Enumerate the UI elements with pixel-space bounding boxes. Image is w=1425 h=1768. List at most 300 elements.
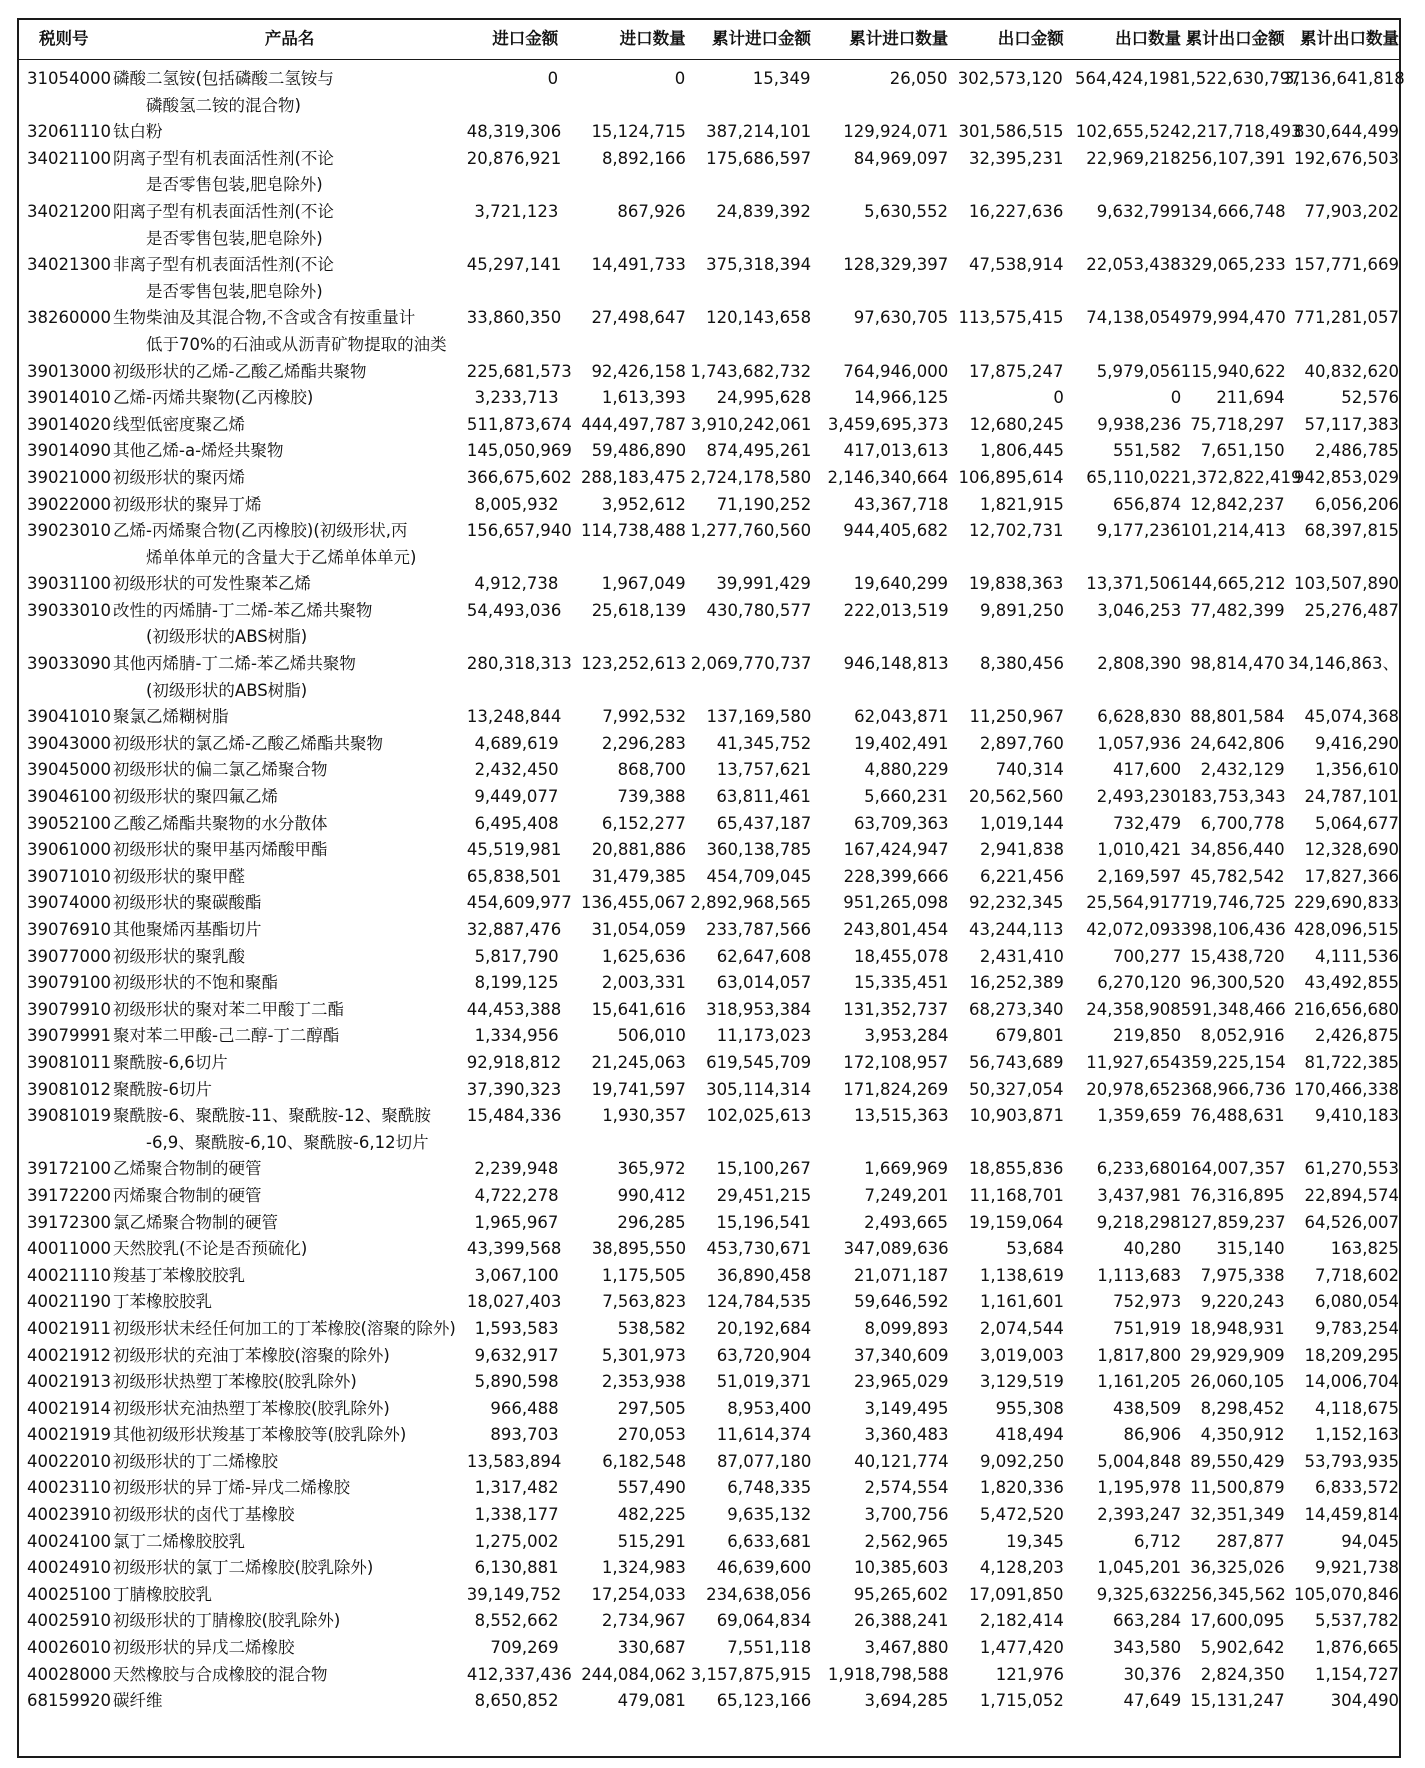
export-amount-cell: 16,252,389 bbox=[969, 973, 1064, 993]
product-name-line: 天然橡胶与合成橡胶的混合物 bbox=[113, 1664, 328, 1684]
cumulative-import-amount-cell: 62,647,608 bbox=[716, 946, 812, 966]
cumulative-export-amount-cell: 34,856,440 bbox=[1190, 840, 1285, 860]
cumulative-import-amount-cell: 430,780,577 bbox=[706, 600, 812, 620]
cumulative-import-quantity-cell: 15,335,451 bbox=[853, 973, 949, 993]
export-amount-cell: 12,680,245 bbox=[969, 414, 1064, 434]
header-cumulative-export-amount: 累计出口金额 bbox=[1185, 29, 1285, 48]
product-name-line: 初级形状的卤代丁基橡胶 bbox=[113, 1505, 295, 1525]
import-quantity-cell: 1,175,505 bbox=[601, 1265, 686, 1285]
cumulative-import-quantity-cell: 19,640,299 bbox=[853, 574, 949, 594]
product-name-cell bbox=[109, 518, 467, 571]
table-row bbox=[19, 1103, 1399, 1156]
cumulative-import-quantity-cell: 128,329,397 bbox=[843, 255, 949, 275]
tariff-code-cell: 39081012 bbox=[27, 1079, 111, 1099]
cumulative-export-amount-cell: 18,948,931 bbox=[1190, 1318, 1285, 1338]
import-quantity-cell: 479,081 bbox=[617, 1691, 686, 1711]
import-amount-cell: 0 bbox=[547, 69, 559, 88]
tariff-code-cell: 39023010 bbox=[27, 521, 111, 541]
export-amount-cell: 121,976 bbox=[995, 1664, 1064, 1684]
cumulative-export-amount-cell: 164,007,357 bbox=[1180, 1159, 1286, 1179]
import-quantity-cell: 31,054,059 bbox=[591, 920, 686, 939]
import-amount-cell: 8,552,662 bbox=[474, 1611, 559, 1631]
header-export-amount: 出口金额 bbox=[997, 29, 1064, 48]
product-name-cell bbox=[109, 1529, 467, 1556]
import-quantity-cell: 444,497,787 bbox=[581, 414, 687, 434]
export-quantity-cell: 9,218,298 bbox=[1096, 1212, 1181, 1232]
import-amount-cell: 8,650,852 bbox=[474, 1691, 559, 1711]
import-quantity-cell: 1,967,049 bbox=[601, 574, 686, 594]
cumulative-import-quantity-cell: 951,265,098 bbox=[843, 893, 949, 913]
table-row bbox=[19, 1449, 1399, 1476]
cumulative-import-quantity-cell: 63,709,363 bbox=[853, 813, 949, 833]
product-name-line: 天然胶乳(不论是否预硫化) bbox=[113, 1239, 308, 1259]
table-row bbox=[19, 598, 1399, 651]
cumulative-export-amount-cell: 6,700,778 bbox=[1200, 813, 1285, 833]
import-amount-cell: 709,269 bbox=[490, 1638, 559, 1658]
product-name-line: 磷酸二氢铵(包括磷酸二氢铵与 bbox=[113, 69, 334, 88]
cumulative-export-quantity-cell: 830,644,499 bbox=[1294, 122, 1400, 142]
import-quantity-cell: 21,245,063 bbox=[591, 1052, 686, 1072]
product-name-cell bbox=[109, 252, 467, 305]
cumulative-export-quantity-cell: 1,152,163 bbox=[1315, 1425, 1399, 1445]
cumulative-import-quantity-cell: 1,918,798,588 bbox=[827, 1664, 949, 1684]
import-amount-cell: 6,130,881 bbox=[474, 1558, 559, 1578]
export-amount-cell: 50,327,054 bbox=[969, 1079, 1064, 1099]
product-name-continuation: 磷酸氢二铵的混合物) bbox=[146, 95, 301, 115]
cumulative-export-quantity-cell: 9,416,290 bbox=[1315, 733, 1399, 753]
table-row bbox=[19, 1529, 1399, 1556]
import-quantity-cell: 868,700 bbox=[617, 760, 686, 780]
product-name-cell bbox=[109, 119, 467, 146]
import-amount-cell: 13,248,844 bbox=[466, 707, 562, 727]
cumulative-export-quantity-cell: 5,537,782 bbox=[1315, 1611, 1399, 1631]
product-name-cell bbox=[109, 1369, 467, 1396]
tariff-code-cell: 39013000 bbox=[27, 361, 111, 381]
product-name-cell bbox=[109, 598, 467, 651]
import-amount-cell: 454,609,977 bbox=[466, 893, 572, 913]
cumulative-import-quantity-cell: 1,669,969 bbox=[864, 1159, 949, 1179]
table-header bbox=[19, 20, 1399, 60]
import-amount-cell: 92,918,812 bbox=[466, 1052, 562, 1072]
cumulative-import-quantity-cell: 95,265,602 bbox=[853, 1584, 949, 1604]
cumulative-export-quantity-cell: 9,921,738 bbox=[1315, 1558, 1399, 1578]
cumulative-import-amount-cell: 305,114,314 bbox=[706, 1079, 812, 1099]
import-quantity-cell: 506,010 bbox=[617, 1026, 686, 1046]
cumulative-export-amount-cell: 2,217,718,493 bbox=[1180, 122, 1302, 142]
import-amount-cell: 2,432,450 bbox=[474, 760, 559, 780]
cumulative-export-quantity-cell: 18,209,295 bbox=[1304, 1345, 1399, 1365]
cumulative-export-amount-cell: 127,859,237 bbox=[1180, 1212, 1286, 1232]
cumulative-import-quantity-cell: 243,801,454 bbox=[843, 920, 949, 939]
tariff-code-cell: 40026010 bbox=[27, 1638, 111, 1658]
export-quantity-cell: 3,437,981 bbox=[1097, 1185, 1182, 1205]
cumulative-import-amount-cell: 71,190,252 bbox=[716, 494, 812, 514]
cumulative-export-amount-cell: 36,325,026 bbox=[1190, 1558, 1285, 1578]
tariff-code-cell: 39031100 bbox=[27, 574, 111, 594]
tariff-code-cell: 40021914 bbox=[27, 1398, 111, 1418]
table-row bbox=[19, 1662, 1399, 1689]
cumulative-export-quantity-cell: 2,426,875 bbox=[1315, 1026, 1399, 1046]
product-name-cell bbox=[109, 1422, 467, 1449]
table-row bbox=[19, 252, 1399, 305]
export-quantity-cell: 20,978,652 bbox=[1086, 1079, 1181, 1099]
product-name-line: 氯丁二烯橡胶胶乳 bbox=[113, 1531, 245, 1551]
import-quantity-cell: 7,563,823 bbox=[602, 1292, 687, 1312]
tariff-code-cell: 68159920 bbox=[27, 1691, 111, 1711]
cumulative-import-amount-cell: 13,757,621 bbox=[716, 760, 812, 780]
cumulative-import-quantity-cell: 3,467,880 bbox=[864, 1638, 949, 1658]
import-amount-cell: 412,337,436 bbox=[466, 1664, 572, 1684]
cumulative-import-quantity-cell: 37,340,609 bbox=[853, 1345, 949, 1365]
cumulative-export-quantity-cell: 192,676,503 bbox=[1294, 148, 1400, 168]
product-name-cell bbox=[109, 944, 467, 971]
cumulative-export-quantity-cell: 7,718,602 bbox=[1315, 1265, 1399, 1285]
cumulative-import-quantity-cell: 167,424,947 bbox=[843, 840, 949, 860]
export-quantity-cell: 65,110,022 bbox=[1086, 467, 1181, 487]
cumulative-export-quantity-cell: 77,903,202 bbox=[1304, 201, 1400, 221]
product-name-cell bbox=[109, 146, 467, 199]
cumulative-export-quantity-cell: 1,154,727 bbox=[1315, 1664, 1399, 1684]
product-name-line: 初级形状的异戊二烯橡胶 bbox=[113, 1638, 295, 1658]
product-name-cell bbox=[109, 997, 467, 1024]
cumulative-export-quantity-cell: 9,410,183 bbox=[1315, 1106, 1399, 1126]
table-row bbox=[19, 1555, 1399, 1582]
cumulative-export-quantity-cell: 24,787,101 bbox=[1304, 787, 1400, 807]
cumulative-export-quantity-cell: 157,771,669 bbox=[1294, 255, 1400, 275]
cumulative-export-amount-cell: 26,060,105 bbox=[1190, 1372, 1285, 1392]
tariff-code-cell: 34021200 bbox=[27, 201, 111, 221]
export-quantity-cell: 5,004,848 bbox=[1097, 1451, 1182, 1471]
export-quantity-cell: 86,906 bbox=[1123, 1425, 1182, 1445]
cumulative-import-quantity-cell: 2,562,965 bbox=[864, 1531, 949, 1551]
cumulative-export-quantity-cell: 6,080,054 bbox=[1315, 1292, 1399, 1312]
import-quantity-cell: 38,895,550 bbox=[591, 1239, 687, 1259]
cumulative-export-amount-cell: 98,814,470 bbox=[1190, 654, 1285, 674]
product-name-continuation: -6,9、聚酰胺-6,10、聚酰胺-6,12切片 bbox=[146, 1132, 429, 1152]
table-row bbox=[19, 1688, 1399, 1715]
export-quantity-cell: 1,045,201 bbox=[1097, 1558, 1182, 1578]
table-row bbox=[19, 1608, 1399, 1635]
export-amount-cell: 1,820,336 bbox=[979, 1478, 1064, 1498]
cumulative-export-amount-cell: 211,694 bbox=[1216, 388, 1285, 408]
import-amount-cell: 18,027,403 bbox=[466, 1292, 562, 1312]
header-import-amount: 进口金额 bbox=[492, 29, 559, 48]
cumulative-import-amount-cell: 120,143,658 bbox=[706, 308, 812, 328]
import-amount-cell: 33,860,350 bbox=[466, 308, 562, 328]
import-amount-cell: 893,703 bbox=[490, 1425, 559, 1445]
import-quantity-cell: 19,741,597 bbox=[591, 1079, 686, 1099]
tariff-code-cell: 39074000 bbox=[27, 893, 111, 913]
import-amount-cell: 9,449,077 bbox=[474, 787, 559, 807]
table-row bbox=[19, 1502, 1399, 1529]
import-amount-cell: 5,817,790 bbox=[474, 946, 559, 966]
header-export-quantity: 出口数量 bbox=[1115, 29, 1182, 48]
product-name-cell bbox=[109, 864, 467, 891]
import-amount-cell: 4,689,619 bbox=[474, 733, 559, 753]
cumulative-export-quantity-cell: 304,490 bbox=[1330, 1691, 1399, 1711]
tariff-code-cell: 39079991 bbox=[27, 1026, 111, 1046]
cumulative-import-amount-cell: 46,639,600 bbox=[716, 1558, 812, 1578]
product-name-line: 线型低密度聚乙烯 bbox=[113, 414, 245, 434]
product-name-cell bbox=[109, 1475, 467, 1502]
tariff-code-cell: 39022000 bbox=[27, 494, 111, 514]
product-name-line: 初级形状的聚丙烯 bbox=[113, 467, 245, 487]
export-quantity-cell: 47,649 bbox=[1123, 1691, 1182, 1711]
product-name-line: 聚酰胺-6,6切片 bbox=[113, 1052, 228, 1072]
import-amount-cell: 65,838,501 bbox=[466, 866, 562, 886]
export-quantity-cell: 22,969,218 bbox=[1086, 148, 1181, 168]
cumulative-import-quantity-cell: 13,515,363 bbox=[854, 1106, 949, 1126]
cumulative-export-amount-cell: 8,052,916 bbox=[1200, 1026, 1285, 1046]
table-row bbox=[19, 1023, 1399, 1050]
product-name-line: 阳离子型有机表面活性剂(不论 bbox=[113, 201, 334, 221]
export-quantity-cell: 24,358,908 bbox=[1086, 999, 1181, 1019]
cumulative-import-amount-cell: 63,014,057 bbox=[716, 973, 812, 993]
cumulative-import-amount-cell: 24,995,628 bbox=[716, 388, 812, 408]
cumulative-import-amount-cell: 65,123,166 bbox=[716, 1691, 812, 1711]
table-row bbox=[19, 385, 1399, 412]
import-quantity-cell: 2,296,283 bbox=[601, 733, 686, 753]
table-body bbox=[19, 60, 1405, 1715]
export-amount-cell: 1,821,915 bbox=[979, 494, 1064, 514]
cumulative-import-quantity-cell: 3,694,285 bbox=[864, 1691, 949, 1711]
export-quantity-cell: 417,600 bbox=[1112, 760, 1182, 780]
tariff-code-cell: 40011000 bbox=[27, 1239, 111, 1259]
header-tariff-code: 税则号 bbox=[39, 29, 89, 48]
cumulative-export-quantity-cell: 942,853,029 bbox=[1294, 467, 1400, 487]
product-name-cell bbox=[109, 1050, 467, 1077]
export-quantity-cell: 2,393,247 bbox=[1097, 1505, 1182, 1525]
cumulative-export-amount-cell: 591,348,466 bbox=[1180, 999, 1286, 1019]
export-amount-cell: 17,091,850 bbox=[969, 1584, 1064, 1604]
cumulative-import-quantity-cell: 3,459,695,373 bbox=[827, 414, 949, 434]
import-quantity-cell: 59,486,890 bbox=[591, 441, 687, 461]
cumulative-export-quantity-cell: 216,656,680 bbox=[1294, 999, 1400, 1019]
cumulative-export-quantity-cell: 163,825 bbox=[1330, 1239, 1399, 1259]
cumulative-export-amount-cell: 368,966,736 bbox=[1180, 1079, 1286, 1099]
cumulative-import-amount-cell: 1,277,760,560 bbox=[690, 521, 812, 541]
cumulative-import-amount-cell: 15,196,541 bbox=[716, 1212, 811, 1232]
header-cumulative-import-amount: 累计进口金额 bbox=[712, 29, 811, 48]
tariff-code-cell: 39046100 bbox=[27, 787, 111, 807]
cumulative-import-amount-cell: 15,100,267 bbox=[716, 1159, 811, 1179]
export-amount-cell: 56,743,689 bbox=[969, 1052, 1064, 1072]
product-name-cell bbox=[109, 359, 467, 386]
export-amount-cell: 418,494 bbox=[995, 1425, 1064, 1445]
export-amount-cell: 9,092,250 bbox=[979, 1451, 1064, 1471]
table-row bbox=[19, 1396, 1399, 1423]
export-amount-cell: 2,941,838 bbox=[979, 840, 1064, 860]
cumulative-export-quantity-cell: 428,096,515 bbox=[1294, 920, 1400, 939]
export-quantity-cell: 752,973 bbox=[1113, 1292, 1182, 1312]
cumulative-import-quantity-cell: 3,953,284 bbox=[864, 1026, 949, 1046]
cumulative-import-amount-cell: 102,025,613 bbox=[706, 1106, 812, 1126]
product-name-cell bbox=[109, 199, 467, 252]
cumulative-export-amount-cell: 359,225,154 bbox=[1180, 1052, 1286, 1072]
export-amount-cell: 955,308 bbox=[995, 1398, 1064, 1418]
tariff-code-cell: 39077000 bbox=[27, 946, 111, 966]
cumulative-export-amount-cell: 134,666,748 bbox=[1180, 201, 1286, 221]
cumulative-import-quantity-cell: 43,367,718 bbox=[853, 494, 949, 514]
cumulative-export-quantity-cell: 43,492,855 bbox=[1304, 973, 1399, 993]
export-quantity-cell: 1,359,659 bbox=[1097, 1106, 1182, 1126]
product-name-cell bbox=[109, 1635, 467, 1662]
product-name-cell bbox=[109, 651, 467, 704]
cumulative-export-amount-cell: 1,372,822,419 bbox=[1180, 467, 1302, 487]
cumulative-import-amount-cell: 24,839,392 bbox=[716, 201, 811, 221]
header-import-quantity: 进口数量 bbox=[619, 29, 686, 48]
cumulative-import-amount-cell: 3,157,875,915 bbox=[690, 1664, 812, 1684]
product-name-cell bbox=[109, 1662, 467, 1689]
import-amount-cell: 13,583,894 bbox=[466, 1451, 562, 1471]
export-amount-cell: 32,395,231 bbox=[969, 148, 1064, 168]
cumulative-import-quantity-cell: 84,969,097 bbox=[853, 148, 949, 168]
export-quantity-cell: 343,580 bbox=[1112, 1638, 1182, 1658]
import-quantity-cell: 330,687 bbox=[617, 1638, 686, 1658]
cumulative-import-amount-cell: 375,318,394 bbox=[706, 255, 812, 275]
export-quantity-cell: 2,493,230 bbox=[1096, 787, 1181, 807]
cumulative-import-quantity-cell: 26,050 bbox=[889, 69, 948, 88]
import-amount-cell: 5,890,598 bbox=[474, 1372, 559, 1392]
product-name-continuation: 烯单体单元的含量大于乙烯单体单元) bbox=[146, 547, 417, 567]
export-quantity-cell: 6,270,120 bbox=[1097, 973, 1182, 993]
import-quantity-cell: 296,285 bbox=[617, 1212, 686, 1232]
table-row bbox=[19, 1183, 1399, 1210]
product-name-line: 生物柴油及其混合物,不含或含有按重量计 bbox=[113, 308, 416, 328]
export-amount-cell: 11,168,701 bbox=[969, 1185, 1064, 1205]
table-row bbox=[19, 970, 1399, 997]
cumulative-import-amount-cell: 6,633,681 bbox=[727, 1531, 812, 1551]
product-name-line: 氯乙烯聚合物制的硬管 bbox=[113, 1212, 278, 1232]
export-quantity-cell: 40,280 bbox=[1123, 1239, 1182, 1259]
table-row bbox=[19, 1077, 1399, 1104]
cumulative-import-quantity-cell: 3,360,483 bbox=[864, 1425, 949, 1445]
export-quantity-cell: 700,277 bbox=[1112, 946, 1182, 966]
cumulative-import-quantity-cell: 5,630,552 bbox=[864, 201, 949, 221]
export-quantity-cell: 6,233,680 bbox=[1096, 1159, 1181, 1179]
product-name-cell bbox=[109, 465, 467, 492]
cumulative-export-amount-cell: 256,345,562 bbox=[1180, 1584, 1286, 1604]
cumulative-export-quantity-cell: 81,722,385 bbox=[1304, 1052, 1400, 1072]
import-quantity-cell: 92,426,158 bbox=[591, 361, 686, 381]
table-row bbox=[19, 1369, 1399, 1396]
product-name-cell bbox=[109, 1555, 467, 1582]
cumulative-export-quantity-cell: 1,876,665 bbox=[1315, 1638, 1399, 1658]
export-quantity-cell: 9,938,236 bbox=[1097, 414, 1182, 434]
tariff-code-cell: 40021911 bbox=[27, 1318, 111, 1338]
export-quantity-cell: 5,979,056 bbox=[1096, 361, 1181, 381]
cumulative-import-quantity-cell: 7,249,201 bbox=[864, 1185, 949, 1205]
export-quantity-cell: 9,325,632 bbox=[1096, 1584, 1181, 1604]
import-amount-cell: 3,233,713 bbox=[474, 388, 559, 408]
cumulative-export-quantity-cell: 229,690,833 bbox=[1294, 893, 1400, 913]
export-quantity-cell: 751,919 bbox=[1112, 1318, 1182, 1338]
cumulative-export-quantity-cell: 14,006,704 bbox=[1304, 1372, 1399, 1392]
export-amount-cell: 113,575,415 bbox=[958, 308, 1064, 328]
import-quantity-cell: 482,225 bbox=[617, 1505, 686, 1525]
export-amount-cell: 2,431,410 bbox=[979, 946, 1064, 966]
cumulative-import-quantity-cell: 222,013,519 bbox=[843, 600, 949, 620]
product-name-line: 初级形状的氯乙烯-乙酸乙烯酯共聚物 bbox=[113, 733, 383, 753]
cumulative-import-amount-cell: 619,545,709 bbox=[706, 1052, 812, 1072]
export-amount-cell: 2,182,414 bbox=[979, 1611, 1064, 1631]
cumulative-export-quantity-cell: 22,894,574 bbox=[1304, 1185, 1399, 1205]
table-row bbox=[19, 1263, 1399, 1290]
product-name-line: 聚酰胺-6、聚酰胺-11、聚酰胺-12、聚酰胺 bbox=[113, 1106, 431, 1126]
product-name-line: 聚酰胺-6切片 bbox=[113, 1079, 212, 1099]
tariff-code-cell: 39079910 bbox=[27, 999, 111, 1019]
export-amount-cell: 47,538,914 bbox=[969, 255, 1064, 275]
cumulative-export-amount-cell: 17,600,095 bbox=[1190, 1611, 1285, 1631]
cumulative-export-amount-cell: 12,842,237 bbox=[1190, 494, 1285, 514]
import-amount-cell: 45,519,981 bbox=[466, 840, 562, 860]
import-quantity-cell: 1,930,357 bbox=[602, 1106, 687, 1126]
cumulative-import-amount-cell: 874,495,261 bbox=[706, 441, 812, 461]
cumulative-export-amount-cell: 24,642,806 bbox=[1190, 733, 1285, 753]
import-quantity-cell: 557,490 bbox=[617, 1478, 686, 1498]
cumulative-import-quantity-cell: 5,660,231 bbox=[864, 787, 949, 807]
product-name-cell bbox=[109, 890, 467, 917]
cumulative-import-quantity-cell: 764,946,000 bbox=[843, 361, 949, 381]
cumulative-import-quantity-cell: 21,071,187 bbox=[853, 1265, 949, 1285]
cumulative-export-quantity-cell: 45,074,368 bbox=[1304, 707, 1399, 727]
import-quantity-cell: 867,926 bbox=[617, 201, 686, 221]
cumulative-export-amount-cell: 76,316,895 bbox=[1190, 1185, 1285, 1205]
product-name-line: 非离子型有机表面活性剂(不论 bbox=[113, 255, 334, 275]
cumulative-import-quantity-cell: 10,385,603 bbox=[853, 1558, 949, 1578]
cumulative-export-quantity-cell: 6,833,572 bbox=[1315, 1478, 1399, 1498]
product-name-cell bbox=[109, 1023, 467, 1050]
tariff-code-cell: 39021000 bbox=[27, 467, 111, 487]
export-quantity-cell: 1,057,936 bbox=[1097, 733, 1182, 753]
cumulative-export-amount-cell: 719,746,725 bbox=[1180, 893, 1286, 913]
product-name-cell bbox=[109, 1608, 467, 1635]
export-quantity-cell: 1,817,800 bbox=[1097, 1345, 1182, 1365]
cumulative-import-quantity-cell: 2,146,340,664 bbox=[827, 467, 949, 487]
import-quantity-cell: 1,625,636 bbox=[601, 946, 686, 966]
cumulative-import-quantity-cell: 944,405,682 bbox=[843, 521, 949, 541]
export-amount-cell: 0 bbox=[1053, 388, 1064, 408]
cumulative-export-quantity-cell: 17,827,366 bbox=[1304, 866, 1399, 886]
product-name-line: 乙烯聚合物制的硬管 bbox=[113, 1159, 262, 1179]
import-quantity-cell: 1,324,983 bbox=[601, 1558, 686, 1578]
cumulative-import-amount-cell: 1,743,682,732 bbox=[690, 361, 812, 381]
cumulative-import-amount-cell: 11,173,023 bbox=[716, 1026, 812, 1046]
import-amount-cell: 156,657,940 bbox=[466, 521, 572, 541]
cumulative-import-quantity-cell: 2,574,554 bbox=[864, 1478, 949, 1498]
cumulative-import-quantity-cell: 26,388,241 bbox=[853, 1611, 949, 1631]
cumulative-export-quantity-cell: 3,136,641,818 bbox=[1284, 69, 1405, 88]
cumulative-import-quantity-cell: 97,630,705 bbox=[853, 308, 949, 328]
cumulative-export-amount-cell: 32,351,349 bbox=[1190, 1505, 1285, 1525]
import-amount-cell: 15,484,336 bbox=[466, 1106, 562, 1126]
export-amount-cell: 740,314 bbox=[995, 760, 1064, 780]
tariff-code-cell: 32061110 bbox=[27, 122, 111, 142]
product-name-cell bbox=[109, 438, 467, 465]
tariff-code-cell: 39014020 bbox=[27, 414, 111, 434]
product-name-cell bbox=[109, 837, 467, 864]
product-name-line: 乙烯-丙烯聚合物(乙丙橡胶)(初级形状,丙 bbox=[113, 521, 408, 541]
tariff-code-cell: 39052100 bbox=[27, 813, 111, 833]
table-row bbox=[19, 66, 1405, 119]
export-quantity-cell: 6,628,830 bbox=[1097, 707, 1182, 727]
product-name-continuation: 是否零售包装,肥皂除外) bbox=[146, 228, 323, 248]
cumulative-import-amount-cell: 41,345,752 bbox=[716, 733, 812, 753]
import-amount-cell: 1,338,177 bbox=[474, 1505, 559, 1525]
cumulative-export-amount-cell: 7,651,150 bbox=[1200, 441, 1285, 461]
cumulative-export-quantity-cell: 53,793,935 bbox=[1304, 1451, 1399, 1471]
cumulative-import-amount-cell: 360,138,785 bbox=[706, 840, 812, 860]
